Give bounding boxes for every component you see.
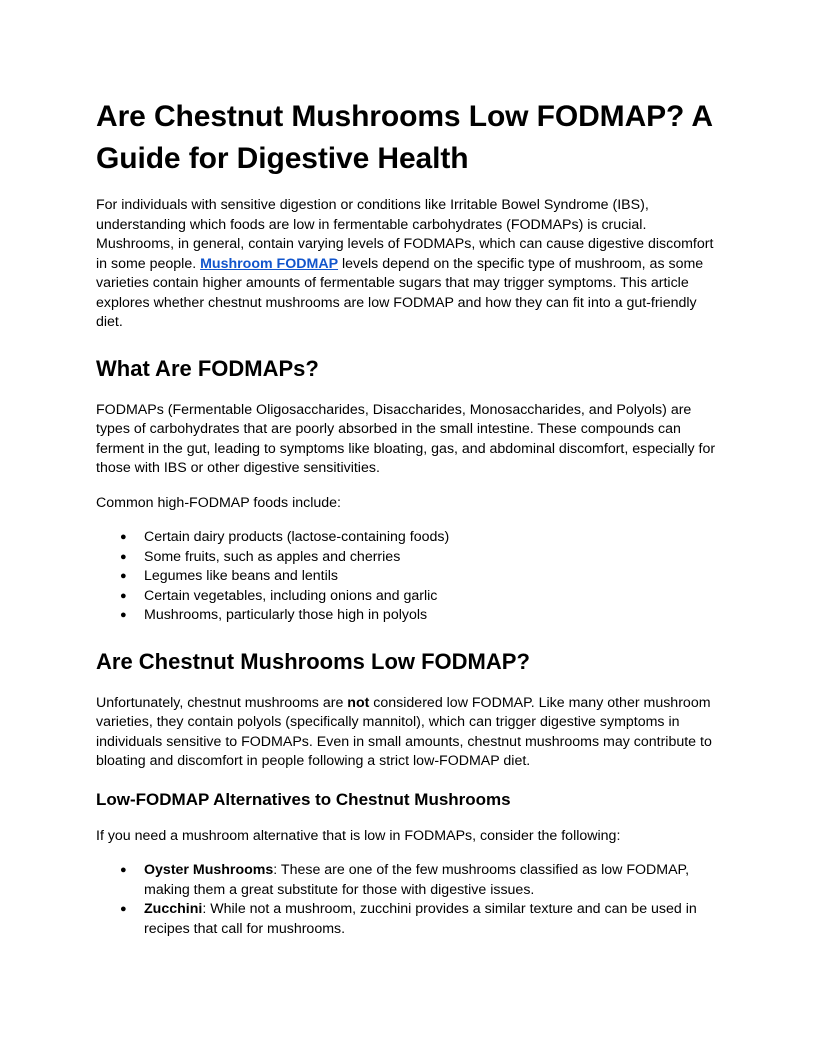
list-item: ● Certain vegetables, including onions and garlic [144,587,720,607]
high-fodmap-foods-list [96,528,720,626]
bullet-icon: ● [120,531,127,543]
list-item: ● Zucchini: While not a mushroom, zucchini provides a similar texture and can be used in recipes that call for mushrooms. [120,901,697,937]
bullet-icon: ● [120,864,127,876]
list-item: ● Mushrooms, particularly those high in polyols [144,606,720,626]
intro-text-before-link: For individuals with sensitive digestion or conditions like Irritable Bowel Syndrome (IBS), understanding which foods are low in fermentable carbohydrates (FODMAPs) is crucial. Mushrooms, in general, contain varying levels of FODMAPs, which can cause digestive discomfort in some people. [96,197,714,272]
page-title: Are Chestnut Mushrooms Low FODMAP? A Guide for Digestive Health [96,100,712,175]
section-heading-what-are-fodmaps: What Are FODMAPs? [96,355,319,381]
bullet-icon: ● [120,903,127,915]
bullet-icon: ● [120,550,127,563]
alternatives-intro-paragraph: If you need a mushroom alternative that is low in FODMAPs, consider the following: [96,827,621,844]
chestnut-fodmap-paragraph: Unfortunately, chestnut mushrooms are not considered low FODMAP. Like many other mushroom varieties, they contain polyols (specifically mannitol), which can trigger digestive symptoms in individuals sensitive to FODMAPs. Even in small amounts, chestnut mushrooms may contribute to bloating and discomfort in people following a strict low-FODMAP diet. [96,694,712,769]
alternative-term: Oyster Mushrooms [144,862,274,878]
high-fodmap-list-intro: Common high-FODMAP foods include: [96,494,341,511]
section-heading-chestnut-low-fodmap: Are Chestnut Mushrooms Low FODMAP? [96,648,530,674]
alternatives-list [96,861,720,939]
list-item: ● Some fruits, such as apples and cherries [144,548,720,568]
list-item: ● Certain dairy products (lactose-containing foods) [144,528,720,548]
bullet-icon: ● [120,609,127,621]
fodmap-definition-paragraph: FODMAPs (Fermentable Oligosaccharides, Disaccharides, Monosaccharides, and Polyols) are types of carbohydrates that are poorly absorbed in the small intestine. These compounds can ferment in the gut, leading to symptoms like bloating, gas, and abdominal discomfort, especially for those with IBS or other digestive sensitivities. [96,401,716,476]
bullet-icon: ● [120,570,127,582]
bullet-icon: ● [120,589,127,602]
intro-text-after-link: levels depend on the specific type of mushroom, as some varieties contain higher amounts of fermentable sugars that may trigger symptoms. This article explores whether chestnut mushrooms are low FODMAP and how they can fit into a gut-friendly diet. [96,255,704,330]
subheading-low-fodmap-alternatives: Low-FODMAP Alternatives to Chestnut Mushrooms [96,789,511,809]
list-item: ● Legumes like beans and lentils [144,567,720,587]
alternative-term: Zucchini [144,901,203,917]
intro-paragraph [96,196,720,333]
emphasis-not: not [347,694,370,711]
list-item: ● Oyster Mushrooms: These are one of the few mushrooms classified as low FODMAP, making them a great substitute for those with digestive issues. [120,862,690,898]
mushroom-fodmap-link[interactable]: Mushroom FODMAP [200,255,339,272]
